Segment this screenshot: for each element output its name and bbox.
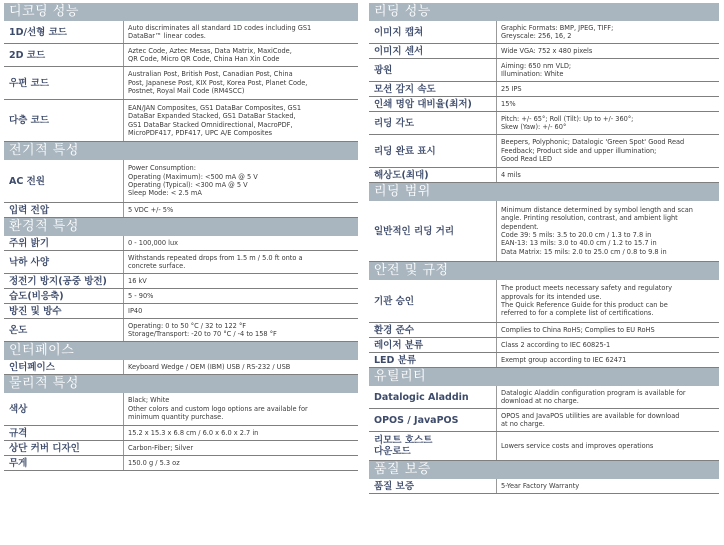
spec-value: 0 - 100,000 lux [128, 238, 179, 247]
spec-label: 우편 코드 [4, 67, 124, 99]
spec-value: Australian Post, British Post, Canadian Post, China Post, Japanese Post, KIX Post, Korea Post, Planet Code, Postnet, Royal Mail Code (RM4SCC) [128, 70, 308, 96]
spec-value: 4 mils [501, 170, 521, 179]
spec-row [4, 304, 358, 319]
spec-row [369, 82, 719, 97]
spec-label: 규격 [4, 426, 124, 440]
spec-label: AC 전원 [4, 160, 124, 202]
spec-label: 리딩 각도 [369, 112, 497, 134]
spec-label: LED 분류 [369, 353, 497, 367]
spec-value: 16 kV [128, 276, 147, 285]
spec-row [4, 441, 358, 456]
spec-value: Exempt group according to IEC 62471 [501, 355, 627, 364]
spec-label: 1D/선형 코드 [4, 21, 124, 43]
spec-label: 품질 보증 [369, 479, 497, 493]
spec-row [369, 323, 719, 338]
spec-label: 광원 [369, 59, 497, 81]
spec-label: 이미지 캡쳐 [369, 21, 497, 43]
spec-label: OPOS / JavaPOS [369, 409, 497, 431]
spec-label: 이미지 센서 [369, 44, 497, 58]
spec-value: Aiming: 650 nm VLD; Illumination: White [501, 61, 572, 78]
spec-value: Operating: 0 to 50 °C / 32 to 122 °F Storage/Transport: -20 to 70 °C / -4 to 158 °F [128, 321, 277, 338]
section-header: 물리적 특성 [4, 375, 358, 393]
spec-value: Graphic Formats: BMP, JPEG, TIFF; Greyscale: 256, 16, 2 [501, 23, 614, 40]
spec-value: Minimum distance determined by symbol length and scan angle. Printing resolution, contrast, and ambient light dependent. Code 39: 5 mils: 3.5 to 20.0 cm / 1.3 to 7.8 in EAN-13: 13 mils: 3.0 to 40.0 cm / 1.2 to 15.7 in Data Matrix: 15 mils: 2.0 to 25.0 cm / 0.8 to 9.8 in [501, 205, 693, 256]
spec-label: 레이저 분류 [369, 338, 497, 352]
section-header: 인터페이스 [4, 342, 358, 360]
spec-row [369, 168, 719, 183]
spec-value: Complies to China RoHS; Complies to EU RoHS [501, 325, 655, 334]
spec-label: 상단 커버 디자인 [4, 441, 124, 455]
spec-label: 기관 승인 [369, 280, 497, 322]
spec-label: 2D 코드 [4, 44, 124, 66]
spec-row [4, 289, 358, 304]
spec-value: 150.0 g / 5.3 oz [128, 458, 180, 467]
spec-row [4, 456, 358, 471]
spec-row [4, 319, 358, 342]
spec-label: 인터페이스 [4, 360, 124, 374]
spec-value: IP40 [128, 306, 143, 315]
spec-label: 낙하 사양 [4, 251, 124, 273]
spec-value: Beepers, Polyphonic; Datalogic 'Green Spot' Good Read Feedback; Product side and upper illumination; Good Read LED [501, 138, 685, 164]
spec-row [369, 21, 719, 44]
spec-row [369, 97, 719, 112]
spec-row [4, 100, 358, 142]
spec-row [369, 409, 719, 432]
spec-label: 다층 코드 [4, 100, 124, 141]
spec-label: 방진 및 방수 [4, 304, 124, 318]
spec-row [4, 160, 358, 203]
spec-row [4, 44, 358, 67]
spec-row [4, 393, 358, 426]
spec-row [4, 426, 358, 441]
spec-value: 5-Year Factory Warranty [501, 481, 580, 490]
spec-value: OPOS and JavaPOS utilities are available for download at no charge. [501, 411, 680, 428]
spec-label: 환경 준수 [369, 323, 497, 337]
spec-label: 일반적인 리딩 거리 [369, 201, 497, 261]
spec-value: Wide VGA: 752 x 480 pixels [501, 46, 593, 55]
spec-label: 해상도(최대) [369, 168, 497, 182]
spec-row [4, 236, 358, 251]
section-header: 품질 보증 [369, 461, 719, 479]
spec-row [369, 280, 719, 323]
spec-row [369, 201, 719, 262]
spec-row [4, 203, 358, 218]
section-header: 유틸리티 [369, 368, 719, 386]
spec-value: Datalogic Aladdin configuration program is available for download at no charge. [501, 388, 686, 405]
spec-row [369, 112, 719, 135]
spec-row [369, 386, 719, 409]
section-header: 안전 및 규정 [369, 262, 719, 280]
spec-row [369, 479, 719, 494]
spec-row [4, 21, 358, 44]
section-header: 환경적 특성 [4, 218, 358, 236]
spec-value: The product meets necessary safety and regulatory approvals for its intended use. The Quick Reference Guide for this product can be referred to for a complete list of certifications. [501, 284, 673, 318]
spec-label: 리딩 완료 표시 [369, 135, 497, 167]
spec-row [369, 432, 719, 461]
spec-value: 15% [501, 99, 516, 108]
section-header: 디코딩 성능 [4, 3, 358, 21]
spec-value: Pitch: +/- 65°; Roll (Tilt): Up to +/- 360°; Skew (Yaw): +/- 60° [501, 114, 634, 131]
spec-value: Auto discriminates all standard 1D codes including GS1 DataBar™ linear codes. [128, 23, 312, 40]
spec-label: 주위 밝기 [4, 236, 124, 250]
spec-label: 무게 [4, 456, 124, 470]
spec-row [369, 44, 719, 59]
spec-label: 정전기 방지(공중 방전) [4, 274, 124, 288]
spec-row [369, 353, 719, 368]
spec-label: 색상 [4, 393, 124, 425]
spec-label: 입력 전압 [4, 203, 124, 217]
spec-value: Withstands repeated drops from 1.5 m / 5.0 ft onto a concrete surface. [128, 253, 303, 270]
left-column [4, 3, 358, 471]
spec-value: Aztec Code, Aztec Mesas, Data Matrix, MaxiCode, QR Code, Micro QR Code, China Han Xin Code [128, 46, 292, 63]
spec-value: 15.2 x 15.3 x 6.8 cm / 6.0 x 6.0 x 2.7 in [128, 428, 259, 437]
spec-value: Keyboard Wedge / OEM (IBM) USB / RS-232 / USB [128, 362, 291, 371]
spec-value: 5 VDC +/- 5% [128, 205, 174, 214]
spec-row [4, 274, 358, 289]
spec-row [369, 59, 719, 82]
spec-row [369, 338, 719, 353]
section-header: 리딩 성능 [369, 3, 719, 21]
spec-value: Carbon-Fiber; Silver [128, 443, 194, 452]
spec-value: 5 - 90% [128, 291, 154, 300]
spec-value: 25 IPS [501, 84, 522, 93]
spec-value: Black; White Other colors and custom logo options are available for minimum quantity purchase. [128, 396, 308, 422]
spec-value: Lowers service costs and improves operations [501, 441, 654, 450]
spec-label: 리모트 호스트 다운로드 [369, 432, 497, 460]
spec-label: Datalogic Aladdin [369, 386, 497, 408]
section-header: 전기적 특성 [4, 142, 358, 160]
spec-label: 인쇄 명암 대비율(최저) [369, 97, 497, 111]
spec-value: Power Consumption: Operating (Maximum): <500 mA @ 5 V Operating (Typical): <300 mA @ 5 V Sleep Mode: < 2.5 mA [128, 164, 258, 198]
section-header: 리딩 범위 [369, 183, 719, 201]
spec-value: Class 2 according to IEC 60825-1 [501, 340, 611, 349]
spec-row [4, 67, 358, 100]
spec-label: 습도(비응축) [4, 289, 124, 303]
spec-row [4, 360, 358, 375]
spec-label: 온도 [4, 319, 124, 341]
spec-label: 모션 감지 속도 [369, 82, 497, 96]
right-column [369, 3, 719, 494]
spec-value: EAN/JAN Composites, GS1 DataBar Composites, GS1 DataBar Expanded Stacked, GS1 DataBar Stacked, GS1 DataBar Stacked Omnidirectional, MacroPDF, MicroPDF417, PDF417, UPC A/E Composites [128, 103, 302, 137]
spec-row [4, 251, 358, 274]
spec-row [369, 135, 719, 168]
